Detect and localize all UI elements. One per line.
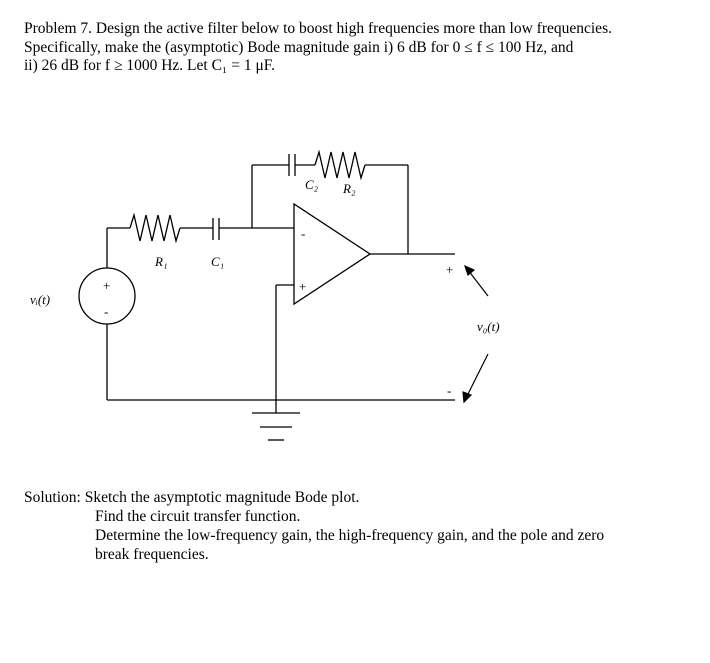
problem-line-1: Problem 7. Design the active filter below to boost high frequencies more than low frequencies. [24,20,612,37]
label-vi: vᵢ(t) [30,292,51,307]
output-arrow-bottom-line [467,354,488,396]
source-plus-sign: + [103,278,111,293]
solution-section [24,488,694,564]
solution-line-3: Determine the low-frequency gain, the high-frequency gain, and the pole and zero [95,527,605,544]
output-arrow-top-line [468,270,488,296]
label-c1: C₁ [211,254,225,269]
solution-line-2: Find the circuit transfer function. [95,508,301,525]
label-r2: R₂ [343,181,356,196]
source-minus-sign: - [104,304,109,319]
label-r1: R₁ [155,254,168,269]
output-arrow-bottom-head [463,392,471,402]
solution-line-1: Solution: Sketch the asymptotic magnitude Bode plot. [24,489,360,506]
opamp-plus-sign: + [299,279,307,294]
solution-line-4: break frequencies. [95,546,209,563]
output-arrow-top-head [465,266,474,275]
output-minus-sign: - [447,383,452,398]
problem-line-3: ii) 26 dB for f ≥ 1000 Hz. Let C₁ = 1 μF. [24,57,276,74]
resistor-r1 [130,215,180,241]
output-plus-sign: + [446,262,454,277]
problem-line-2: Specifically, make the (asymptotic) Bode magnitude gain i) 6 dB for 0 ≤ f ≤ 100 Hz, and [24,38,574,56]
label-c2: C₂ [305,177,319,192]
label-vo: v₀(t) [477,319,500,334]
opamp-minus-sign: - [301,226,306,241]
resistor-r2 [315,152,365,178]
